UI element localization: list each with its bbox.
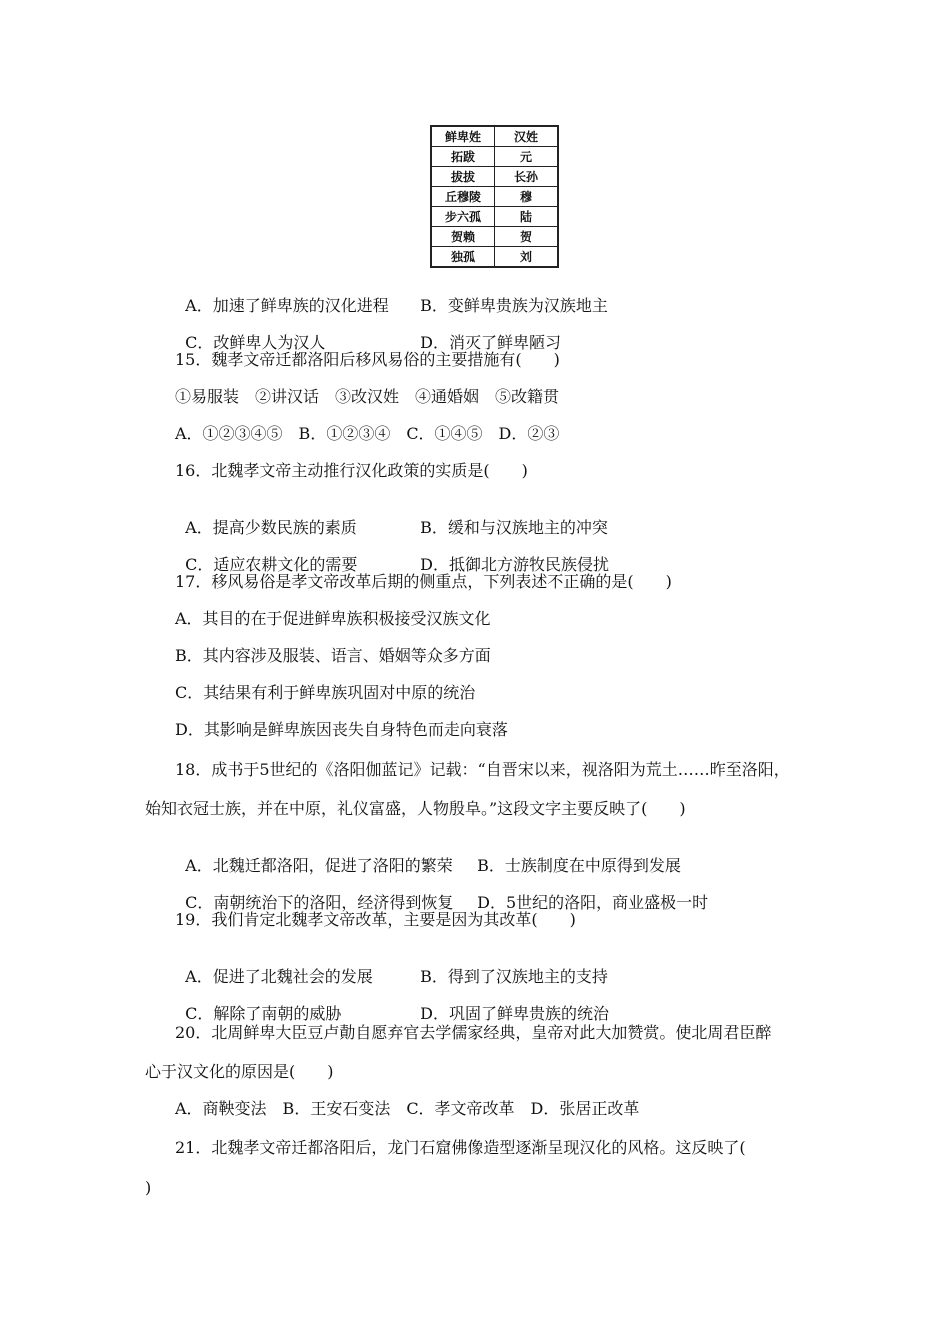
cell-xianbei: 拓跋	[431, 147, 495, 167]
q16-option-a: A．提高少数民族的素质	[185, 518, 357, 537]
cell-xianbei: 拔拔	[431, 167, 495, 187]
q19-options-row1	[175, 947, 608, 987]
q14-options-row2	[175, 313, 561, 353]
q17-option-b: B．其内容涉及服装、语言、婚姻等众多方面	[175, 646, 491, 665]
cell-han: 刘	[495, 247, 559, 268]
cell-han: 贺	[495, 227, 559, 247]
q19-option-b: B．得到了汉族地主的支持	[420, 967, 608, 986]
table-row	[431, 167, 558, 187]
q14-options-row1	[175, 276, 608, 316]
q18-option-a: A．北魏迁都洛阳，促进了洛阳的繁荣	[185, 856, 453, 875]
q19-option-d: D．巩固了鲜卑贵族的统治	[420, 1004, 610, 1023]
cell-han: 元	[495, 147, 559, 167]
table-row	[431, 147, 558, 167]
q18-options-row1	[175, 836, 681, 876]
q21-stem-line1: 21．北魏孝文帝迁都洛阳后，龙门石窟佛像造型逐渐呈现汉化的风格。这反映了(	[175, 1138, 746, 1157]
cell-xianbei: 步六孤	[431, 207, 495, 227]
q16-options-row2	[175, 535, 609, 575]
surname-table-container	[430, 125, 559, 268]
q16-stem: 16．北魏孝文帝主动推行汉化政策的实质是( )	[175, 461, 528, 480]
q17-option-a: A．其目的在于促进鲜卑族积极接受汉族文化	[175, 609, 491, 628]
q19-option-a: A．促进了北魏社会的发展	[185, 967, 373, 986]
q20-options: A．商鞅变法 B．王安石变法 C．孝文帝改革 D．张居正改革	[175, 1099, 640, 1118]
cell-han: 穆	[495, 187, 559, 207]
cell-xianbei: 贺赖	[431, 227, 495, 247]
q16-options-row1	[175, 498, 608, 538]
q15-stem: 15．魏孝文帝迁都洛阳后移风易俗的主要措施有( )	[175, 350, 560, 369]
q14-option-b: B．变鲜卑贵族为汉族地主	[420, 296, 608, 315]
surname-table	[430, 125, 559, 268]
q16-option-c: C．适应农耕文化的需要	[185, 555, 358, 574]
table-row	[431, 207, 558, 227]
q17-stem: 17．移风易俗是孝文帝改革后期的侧重点，下列表述不正确的是( )	[175, 572, 672, 591]
q18-option-b: B．士族制度在中原得到发展	[477, 856, 681, 875]
header-han: 汉姓	[495, 126, 559, 147]
q18-stem-line1: 18．成书于5世纪的《洛阳伽蓝记》记载：“自晋宋以来，视洛阳为荒土……昨至洛阳，	[175, 760, 790, 779]
q19-stem: 19．我们肯定北魏孝文帝改革，主要是因为其改革( )	[175, 910, 576, 929]
cell-xianbei: 独孤	[431, 247, 495, 268]
q15-options: A．①②③④⑤ B．①②③④ C．①④⑤ D．②③	[175, 424, 560, 443]
q18-options-row2	[175, 873, 708, 913]
q21-stem-line2: )	[145, 1178, 152, 1197]
table-header-row	[431, 126, 558, 147]
header-xianbei: 鲜卑姓	[431, 126, 495, 147]
q17-option-d: D．其影响是鲜卑族因丧失自身特色而走向衰落	[175, 720, 508, 739]
q14-option-c: C．改鲜卑人为汉人	[185, 333, 326, 352]
q17-option-c: C．其结果有利于鲜卑族巩固对中原的统治	[175, 683, 476, 702]
q18-option-c: C．南朝统治下的洛阳，经济得到恢复	[185, 893, 454, 912]
q15-items: ①易服装 ②讲汉话 ③改汉姓 ④通婚姻 ⑤改籍贯	[175, 387, 560, 406]
q18-option-d: D．5世纪的洛阳，商业盛极一时	[477, 893, 709, 912]
q19-option-c: C．解除了南朝的威胁	[185, 1004, 342, 1023]
cell-xianbei: 丘穆陵	[431, 187, 495, 207]
q14-option-d: D．消灭了鲜卑陋习	[420, 333, 562, 352]
q19-options-row2	[175, 984, 609, 1024]
q20-stem-line1: 20．北周鲜卑大臣豆卢勣自愿弃官去学儒家经典，皇帝对此大加赞赏。使北周君臣醉	[175, 1023, 772, 1042]
q16-option-d: D．抵御北方游牧民族侵扰	[420, 555, 610, 574]
table-row	[431, 187, 558, 207]
q14-option-a: A．加速了鲜卑族的汉化进程	[185, 296, 389, 315]
q18-stem-line2: 始知衣冠士族，并在中原，礼仪富盛，人物殷阜。”这段文字主要反映了( )	[145, 799, 686, 818]
cell-han: 陆	[495, 207, 559, 227]
q16-option-b: B．缓和与汉族地主的冲突	[420, 518, 608, 537]
q20-stem-line2: 心于汉文化的原因是( )	[145, 1062, 334, 1081]
table-row	[431, 247, 558, 268]
cell-han: 长孙	[495, 167, 559, 187]
table-row	[431, 227, 558, 247]
